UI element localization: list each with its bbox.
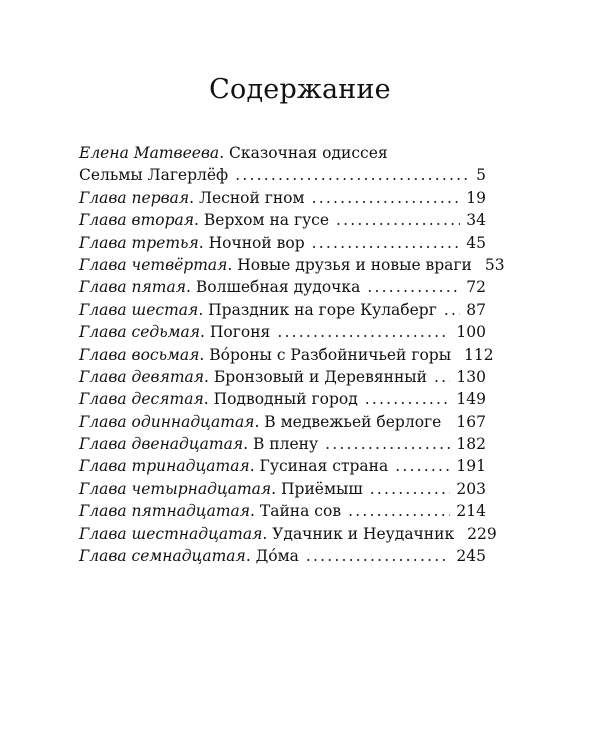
dot-leader [448,411,450,433]
chapter-page-number: 245 [456,547,486,566]
dot-leader [367,276,460,298]
toc-entry [79,455,486,477]
toc-entry [79,187,486,209]
chapter-page-number: 19 [466,188,486,207]
chapter-label: Глава семнадцатая [79,547,246,566]
toc-entry-preface [79,142,486,164]
toc-entry [79,366,486,388]
chapter-title: . В медвежьей берлоге [254,412,442,431]
chapter-label: Глава одиннадцатая [79,412,255,431]
chapter-label: Глава двенадцатая [79,435,244,454]
chapter-page-number: 203 [456,479,486,498]
toc-entry [79,299,486,321]
chapter-title: . Новые друзья и новые враги [227,255,472,274]
toc-entry [79,433,486,455]
toc-entry [79,478,486,500]
chapter-title: . В плену [243,435,319,454]
toc-entry [79,232,486,254]
dot-leader [306,545,451,567]
chapter-title: . Лесной гном [189,188,305,207]
chapter-label: Глава шестнадцатая [79,524,263,543]
chapter-title: . Бронзовый и Деревянный [204,367,427,386]
toc-entry [79,321,486,343]
dot-leader [434,366,450,388]
dot-leader [277,321,450,343]
toc-entry [79,500,486,522]
dot-leader [348,500,450,522]
chapter-title: . Гусиная страна [249,457,389,476]
chapter-title: . До́ма [245,547,299,566]
chapter-label: Глава пятнадцатая [79,502,251,521]
dot-leader [325,433,450,455]
toc-entry [79,276,486,298]
chapter-page-number: 191 [456,457,486,476]
dot-leader [336,209,460,231]
chapter-label: Глава первая [79,188,190,207]
toc-entry [79,523,497,545]
chapter-title: . Волшебная дудочка [186,278,361,297]
chapter-page-number: 167 [456,412,486,431]
chapter-label: Глава седьмая [79,323,201,342]
chapter-page-number: 45 [466,233,486,252]
toc-entry [79,209,486,231]
toc-entry-preface-cont [79,164,486,186]
dot-leader [370,478,451,500]
preface-author: Елена Матвеева [79,144,220,162]
chapter-title: . Во́роны с Разбойничьей горы [199,345,452,364]
chapter-list [79,187,505,568]
chapter-label: Глава тринадцатая [79,457,250,476]
dot-leader [444,299,460,321]
chapter-title: . Удачник и Неудачник [262,524,455,543]
chapter-page-number: 112 [464,345,494,364]
chapter-page-number: 149 [456,390,486,409]
dot-leader [395,455,450,477]
chapter-title: . Верхом на гусе [194,211,330,230]
chapter-title: . Погоня [200,323,271,342]
dot-leader [235,164,468,186]
chapter-label: Глава третья [79,233,199,252]
table-of-contents [79,142,505,567]
chapter-label: Глава пятая [79,278,187,297]
chapter-label: Глава шестая [79,300,199,319]
chapter-label: Глава четырнадцатая [79,479,272,498]
chapter-page-number: 229 [467,524,497,543]
chapter-title: . Ночной вор [198,233,305,252]
page-title: Содержание [209,74,391,105]
chapter-page-number: 214 [456,502,486,521]
chapter-title: . Тайна сов [250,502,342,521]
chapter-page-number: 72 [466,278,486,297]
chapter-title: . Праздник на горе Кулаберг [198,300,437,319]
chapter-page-number: 182 [456,435,486,454]
chapter-title: . Приёмыш [271,479,363,498]
dot-leader [312,187,461,209]
toc-entry [79,388,486,410]
toc-entry [79,545,486,567]
toc-entry [79,344,494,366]
preface-title-line1: . Сказочная одиссея [219,144,388,162]
preface-page-number: 5 [476,166,486,185]
chapter-title: . Подводный город [203,390,358,409]
toc-entry [79,411,486,433]
dot-leader [365,388,451,410]
chapter-page-number: 130 [456,367,486,386]
chapter-page-number: 53 [484,255,505,274]
chapter-page-number: 34 [466,211,486,230]
chapter-label: Глава восьмая [79,345,200,364]
preface-title-line2: Сельмы Лагерлёф [79,166,229,185]
toc-entry [79,254,505,276]
dot-leader [312,232,461,254]
chapter-page-number: 100 [456,323,486,342]
chapter-label: Глава четвёртая [79,255,228,274]
chapter-label: Глава десятая [79,390,204,409]
chapter-page-number: 87 [466,300,486,319]
chapter-label: Глава девятая [79,367,205,386]
chapter-label: Глава вторая [79,211,195,230]
